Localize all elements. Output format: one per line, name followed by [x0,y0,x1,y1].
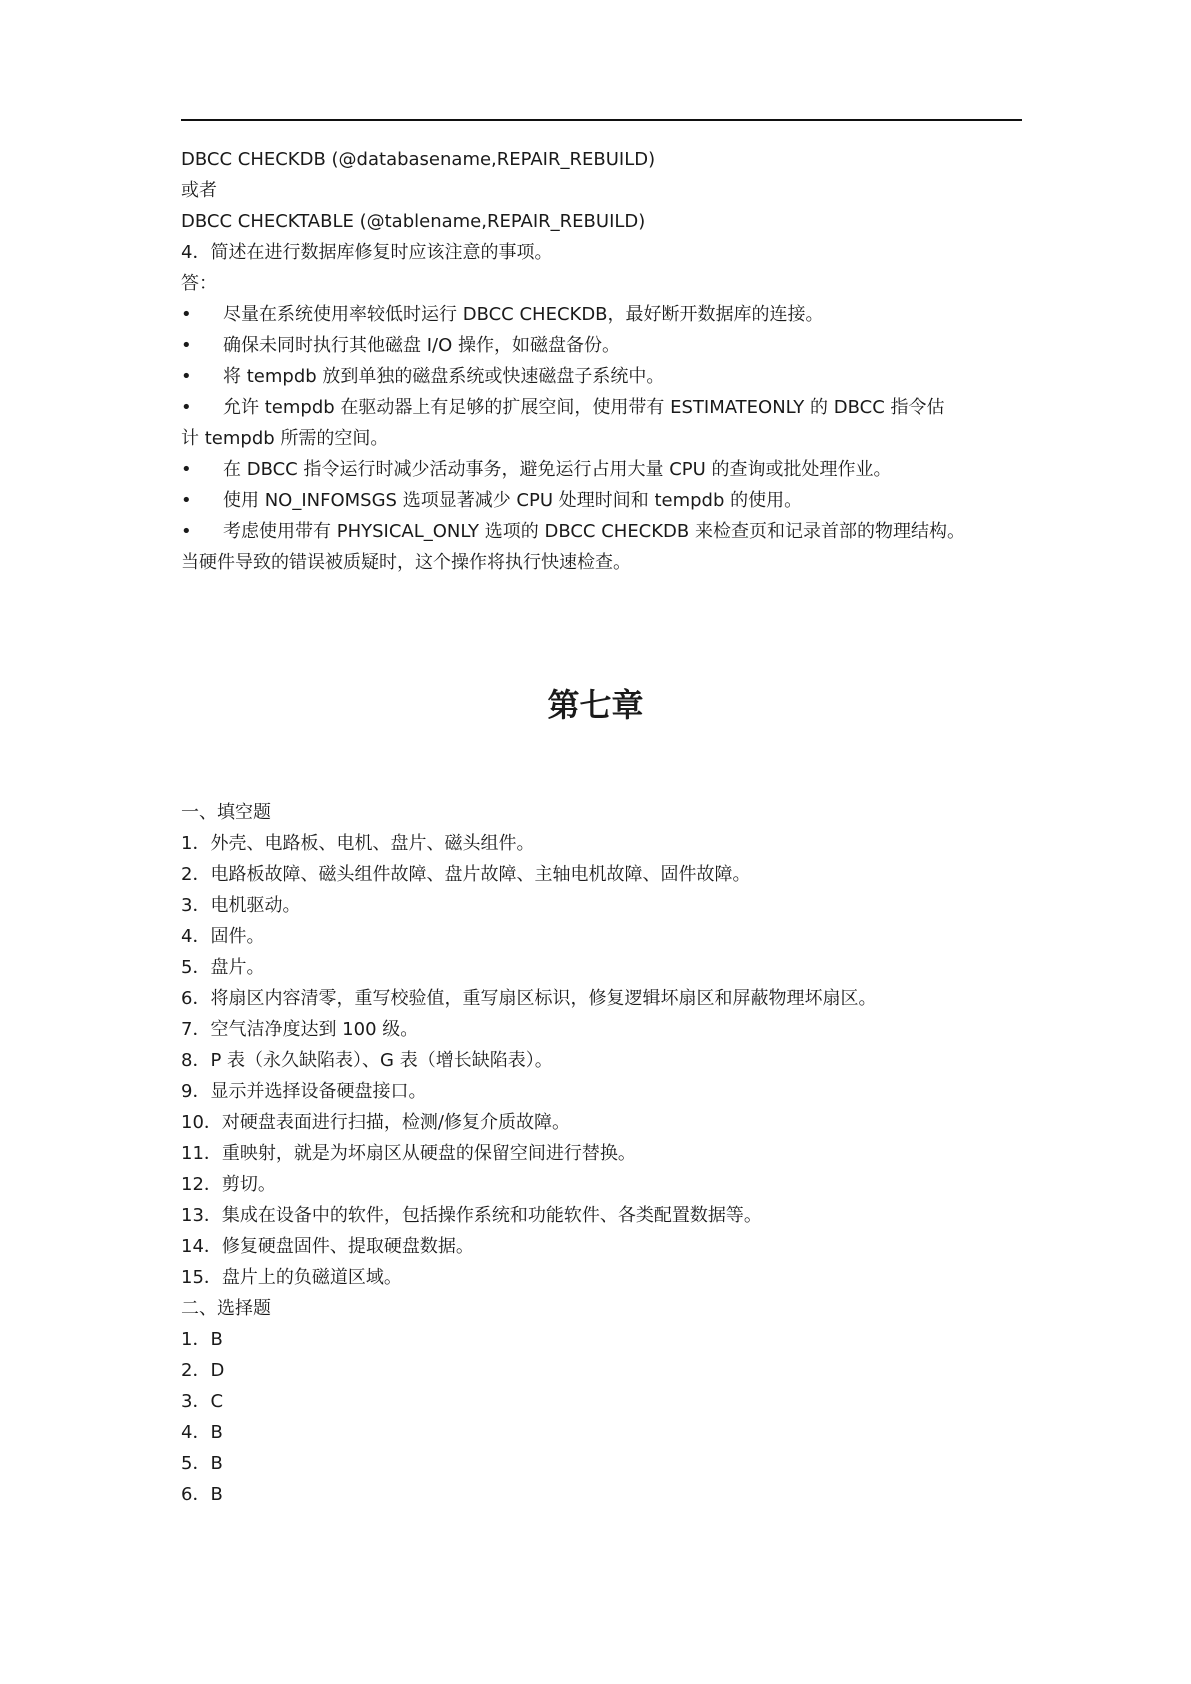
list-item: 4．B [181,1422,223,1443]
bullet-text: 尽量在系统使用率较低时运行 DBCC CHECKDB，最好断开数据库的连接。 [223,304,824,325]
list-item: 9．显示并选择设备硬盘接口。 [181,1081,427,1102]
list-item: 1．B [181,1329,223,1350]
list-item: 10．对硬盘表面进行扫描，检测/修复介质故障。 [181,1112,570,1133]
bullet-marker: • [181,459,192,480]
bullet-continuation: 计 tempdb 所需的空间。 [181,428,389,449]
list-item: 5．盘片。 [181,957,265,978]
bullet-continuation: 当硬件导致的错误被质疑时，这个操作将执行快速检查。 [181,552,631,573]
bullet-text: 在 DBCC 指令运行时减少活动事务，避免运行占用大量 CPU 的查询或批处理作业。 [223,459,892,480]
list-item: 6．B [181,1484,223,1505]
list-item: 5．B [181,1453,223,1474]
bullet-item [181,335,620,357]
bullet-marker: • [181,397,192,418]
bullet-text: 考虑使用带有 PHYSICAL_ONLY 选项的 DBCC CHECKDB 来检查页和记录首部的物理结构。 [223,521,965,542]
or-line: 或者 [181,180,217,201]
bullet-marker: • [181,366,192,387]
chapter-title: 第七章 [547,686,644,724]
bullet-marker: • [181,335,192,356]
bullet-marker: • [181,304,192,325]
list-item: 3．电机驱动。 [181,895,301,916]
dbcc-checkdb-line: DBCC CHECKDB (@databasename,REPAIR_REBUILD) [181,149,656,170]
bullet-marker: • [181,521,192,542]
bullet-item [181,304,824,326]
bullet-item [181,459,892,481]
question-4: 4．简述在进行数据库修复时应该注意的事项。 [181,242,553,263]
bullet-marker: • [181,490,192,511]
header-rule [181,119,1022,121]
list-item: 7．空气洁净度达到 100 级。 [181,1019,419,1040]
bullet-text: 将 tempdb 放到单独的磁盘系统或快速磁盘子系统中。 [223,366,665,387]
section-heading-multiple-choice: 二、选择题 [181,1298,271,1319]
answer-label: 答： [181,273,217,294]
list-item: 3．C [181,1391,224,1412]
list-item: 14．修复硬盘固件、提取硬盘数据。 [181,1236,474,1257]
bullet-text: 确保未同时执行其他磁盘 I/O 操作，如磁盘备份。 [223,335,620,356]
list-item: 15．盘片上的负磁道区域。 [181,1267,402,1288]
list-item: 1．外壳、电路板、电机、盘片、磁头组件。 [181,833,535,854]
list-item: 2．D [181,1360,225,1381]
section-heading-fill-in: 一、填空题 [181,802,271,823]
bullet-item [181,521,965,543]
list-item: 6．将扇区内容清零，重写校验值，重写扇区标识，修复逻辑坏扇区和屏蔽物理坏扇区。 [181,988,877,1009]
list-item: 11．重映射，就是为坏扇区从硬盘的保留空间进行替换。 [181,1143,636,1164]
list-item: 4．固件。 [181,926,265,947]
list-item: 12．剪切。 [181,1174,276,1195]
bullet-text: 使用 NO_INFOMSGS 选项显著减少 CPU 处理时间和 tempdb 的使用。 [223,490,803,511]
bullet-item [181,366,664,388]
bullet-item [181,490,802,512]
dbcc-checktable-line: DBCC CHECKTABLE (@tablename,REPAIR_REBUILD) [181,211,646,232]
bullet-item [181,397,944,419]
bullet-text: 允许 tempdb 在驱动器上有足够的扩展空间，使用带有 ESTIMATEONLY 的 DBCC 指令估 [223,397,945,418]
list-item: 13．集成在设备中的软件，包括操作系统和功能软件、各类配置数据等。 [181,1205,762,1226]
list-item: 8．P 表（永久缺陷表）、G 表（增长缺陷表）。 [181,1050,553,1071]
list-item: 2．电路板故障、磁头组件故障、盘片故障、主轴电机故障、固件故障。 [181,864,751,885]
